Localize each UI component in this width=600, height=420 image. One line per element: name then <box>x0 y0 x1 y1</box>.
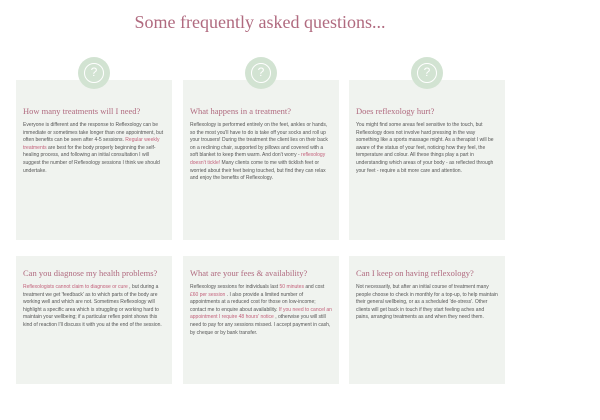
faq-card-does-it-hurt <box>349 65 505 240</box>
faq-question: What are your fees & availability? <box>190 268 308 278</box>
faq-answer <box>23 284 165 330</box>
question-badge <box>411 57 443 89</box>
faq-answer-text: And don't worry - <box>262 152 300 159</box>
faq-card-fees <box>183 256 339 384</box>
faq-question: Can you diagnose my health problems? <box>23 268 158 278</box>
faq-answer-text: . I also provide a limited number of appointments at a reduced cost for those on low-income; contact me to enquire about availability. <box>190 291 316 313</box>
faq-answer-text: Reflexology is performed entirely on the feet, ankles or hands, so the most you'll have to do is take off your socks and roll up your trousers! During the treatment the client lies on their back on a reclining chair, supported by pillows and covered with a soft blanket to keep them warm. <box>190 122 328 159</box>
faq-answer-text: You might find some areas feel sensitive to the touch, but Reflexology does not involve hard pressing in the way something like a sports massage might. As a therapist I will be aware of the status of your feet, noticing how they feel, the temperature and colour. All these things play a part in understanding which areas of your body - as reflected through your feet - require a bit more care and attention. <box>356 122 494 174</box>
faq-answer <box>190 122 332 183</box>
question-icon: ? <box>251 63 271 83</box>
faq-answer-highlight: Reflexologists cannot claim to diagnose or cure <box>23 284 128 290</box>
faq-answer-text: Reflexology sessions for individuals last <box>190 284 279 290</box>
faq-question: Can I keep on having reflexology? <box>356 268 474 278</box>
faq-answer-highlight: £60 per session <box>190 291 226 298</box>
faq-answer-highlight: Regular weekly treatments <box>23 137 160 151</box>
faq-answer-text: Everyone is different and the response to Reflexology can be immediate or sometimes take longer than one appointment, but often benefits can be seen after 4-5 sessions. <box>23 122 164 144</box>
faq-answer <box>356 284 498 322</box>
faq-answer-text: , but during a treatment we get 'feedback' as to which parts of the body are working well and which are not. Sometimes Reflexology will highlight a specific area which is struggling or working hard to maintain your wellbeing; if a particular reflex point shows this kind of reaction I'll discuss it with you at the end of the session. <box>23 284 162 328</box>
faq-card-what-happens <box>183 65 339 240</box>
page-title: Some frequently asked questions... <box>134 12 386 32</box>
faq-answer-text: are best for the body properly beginning the self-healing process, and following an initial consultation I will suggest the number of Reflexology sessions I think we should undertake. <box>23 144 160 174</box>
question-icon: ? <box>84 63 104 83</box>
faq-answer-text: and cost <box>305 284 325 290</box>
faq-answer-highlight: reflexology doesn't tickle! <box>190 152 326 166</box>
faq-card-treatments <box>16 65 172 240</box>
faq-question: What happens in a treatment? <box>190 106 292 116</box>
question-badge <box>78 57 110 89</box>
faq-question: Does reflexology hurt? <box>356 106 435 116</box>
faq-answer-text: , otherwise you will still need to pay for any sessions missed. I accept payment in cash, by cheque or by bank transfer. <box>190 314 331 336</box>
faq-answer <box>356 122 498 175</box>
faq-answer <box>190 284 332 337</box>
faq-answer-text: Many clients come to me with ticklish feet or worried about their feet being touched, but find they can relax and enjoy the benefits of Reflexology. <box>190 159 326 182</box>
question-icon: ? <box>417 63 437 83</box>
faq-answer-highlight: If you need to cancel an appointment I require 48 hours' notice <box>190 306 332 321</box>
faq-card-keep-having <box>349 256 505 384</box>
faq-answer <box>23 122 165 175</box>
question-badge <box>245 57 277 89</box>
faq-answer-highlight: 50 minutes <box>279 284 304 290</box>
faq-answer-text: Not necessarily, but after an initial course of treatment many people choose to check in monthly for a top-up, to help maintain their general wellbeing, or as a scheduled 'de-stress'. Other clients will get back in touch if they start feeling aches and pains, arranging treatments as and when they need them. <box>356 284 498 321</box>
faq-card-diagnose <box>16 256 172 384</box>
faq-question: How many treatments will I need? <box>23 106 141 116</box>
